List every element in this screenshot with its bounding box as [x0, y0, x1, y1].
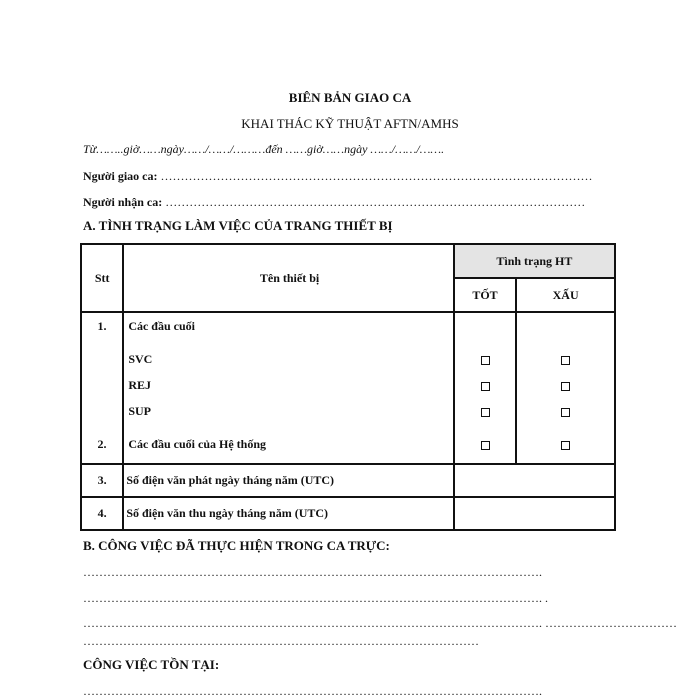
header-good: TỐT — [454, 278, 516, 312]
section-b-line-3: ……………………………………………………………………………………………………. …………………………… — [83, 616, 677, 630]
header-device-name: Tên thiết bị — [123, 244, 453, 312]
table-row-group-name — [123, 312, 453, 464]
row-4-stt: 4. — [81, 497, 123, 530]
section-b-heading: B. CÔNG VIỆC ĐÃ THỰC HIỆN TRONG CA TRỰC: — [83, 538, 390, 553]
receiver-label: Người nhận ca: — [83, 195, 163, 209]
section-b-line-2: ……………………………………………………………………………………………………. . — [83, 591, 548, 605]
section-c-heading: CÔNG VIỆC TỒN TẠI: — [83, 657, 220, 672]
section-b-line-1: ……………………………………………………………………………………………………. — [83, 565, 542, 579]
row-received-messages: Số điện văn thu ngày tháng năm (UTC) — [123, 497, 453, 530]
section-a-heading: A. TÌNH TRẠNG LÀM VIỆC CỦA TRANG THIẾT BỊ — [83, 218, 393, 233]
row-3-value[interactable] — [454, 464, 615, 497]
svc-bad-checkbox[interactable] — [561, 356, 570, 365]
section-b-line-4: ……………………………………………………………………………………… — [83, 634, 479, 648]
shift-time-line: Từ……..giờ……ngày……/……/………đến ……giờ……ngày ……/……/……. — [83, 142, 445, 156]
system-bad-checkbox[interactable] — [561, 441, 570, 450]
document-title: BIÊN BẢN GIAO CA — [288, 90, 412, 105]
header-bad: XẤU — [516, 278, 615, 312]
row-4-value[interactable] — [454, 497, 615, 530]
header-status: Tình trạng HT — [454, 244, 615, 278]
section-c-line-1: ……………………………………………………………………………………………………. — [83, 684, 542, 698]
giver-label: Người giao ca: — [83, 169, 158, 183]
svc-good-checkbox[interactable] — [481, 356, 490, 365]
row-2-stt: 2. — [97, 437, 107, 451]
receiver-line — [83, 195, 585, 210]
document-subtitle: KHAI THÁC KỸ THUẬT AFTN/AMHS — [241, 116, 459, 131]
giver-line — [83, 169, 593, 184]
row-sent-messages: Số điện văn phát ngày tháng năm (UTC) — [123, 464, 453, 497]
sup-good-checkbox[interactable] — [481, 408, 490, 417]
equipment-table — [80, 243, 616, 531]
table-row-group-good — [454, 312, 516, 464]
row-terminals: Các đầu cuối — [128, 319, 195, 333]
system-good-checkbox[interactable] — [481, 441, 490, 450]
rej-good-checkbox[interactable] — [481, 382, 490, 391]
row-rej: REJ — [128, 378, 151, 392]
table-row-group-stt — [81, 312, 123, 464]
row-sup: SUP — [128, 404, 151, 418]
row-3-stt: 3. — [81, 464, 123, 497]
row-1-stt: 1. — [97, 319, 107, 333]
header-stt: Stt — [81, 244, 123, 312]
row-svc: SVC — [128, 352, 153, 366]
receiver-dots: …………………………………………………………………………………………… — [165, 195, 586, 209]
giver-dots: ……………………………………………………………………………………………… — [160, 169, 593, 183]
sup-bad-checkbox[interactable] — [561, 408, 570, 417]
table-row-group-bad — [516, 312, 615, 464]
row-system-terminals: Các đầu cuối của Hệ thống — [128, 437, 266, 451]
rej-bad-checkbox[interactable] — [561, 382, 570, 391]
